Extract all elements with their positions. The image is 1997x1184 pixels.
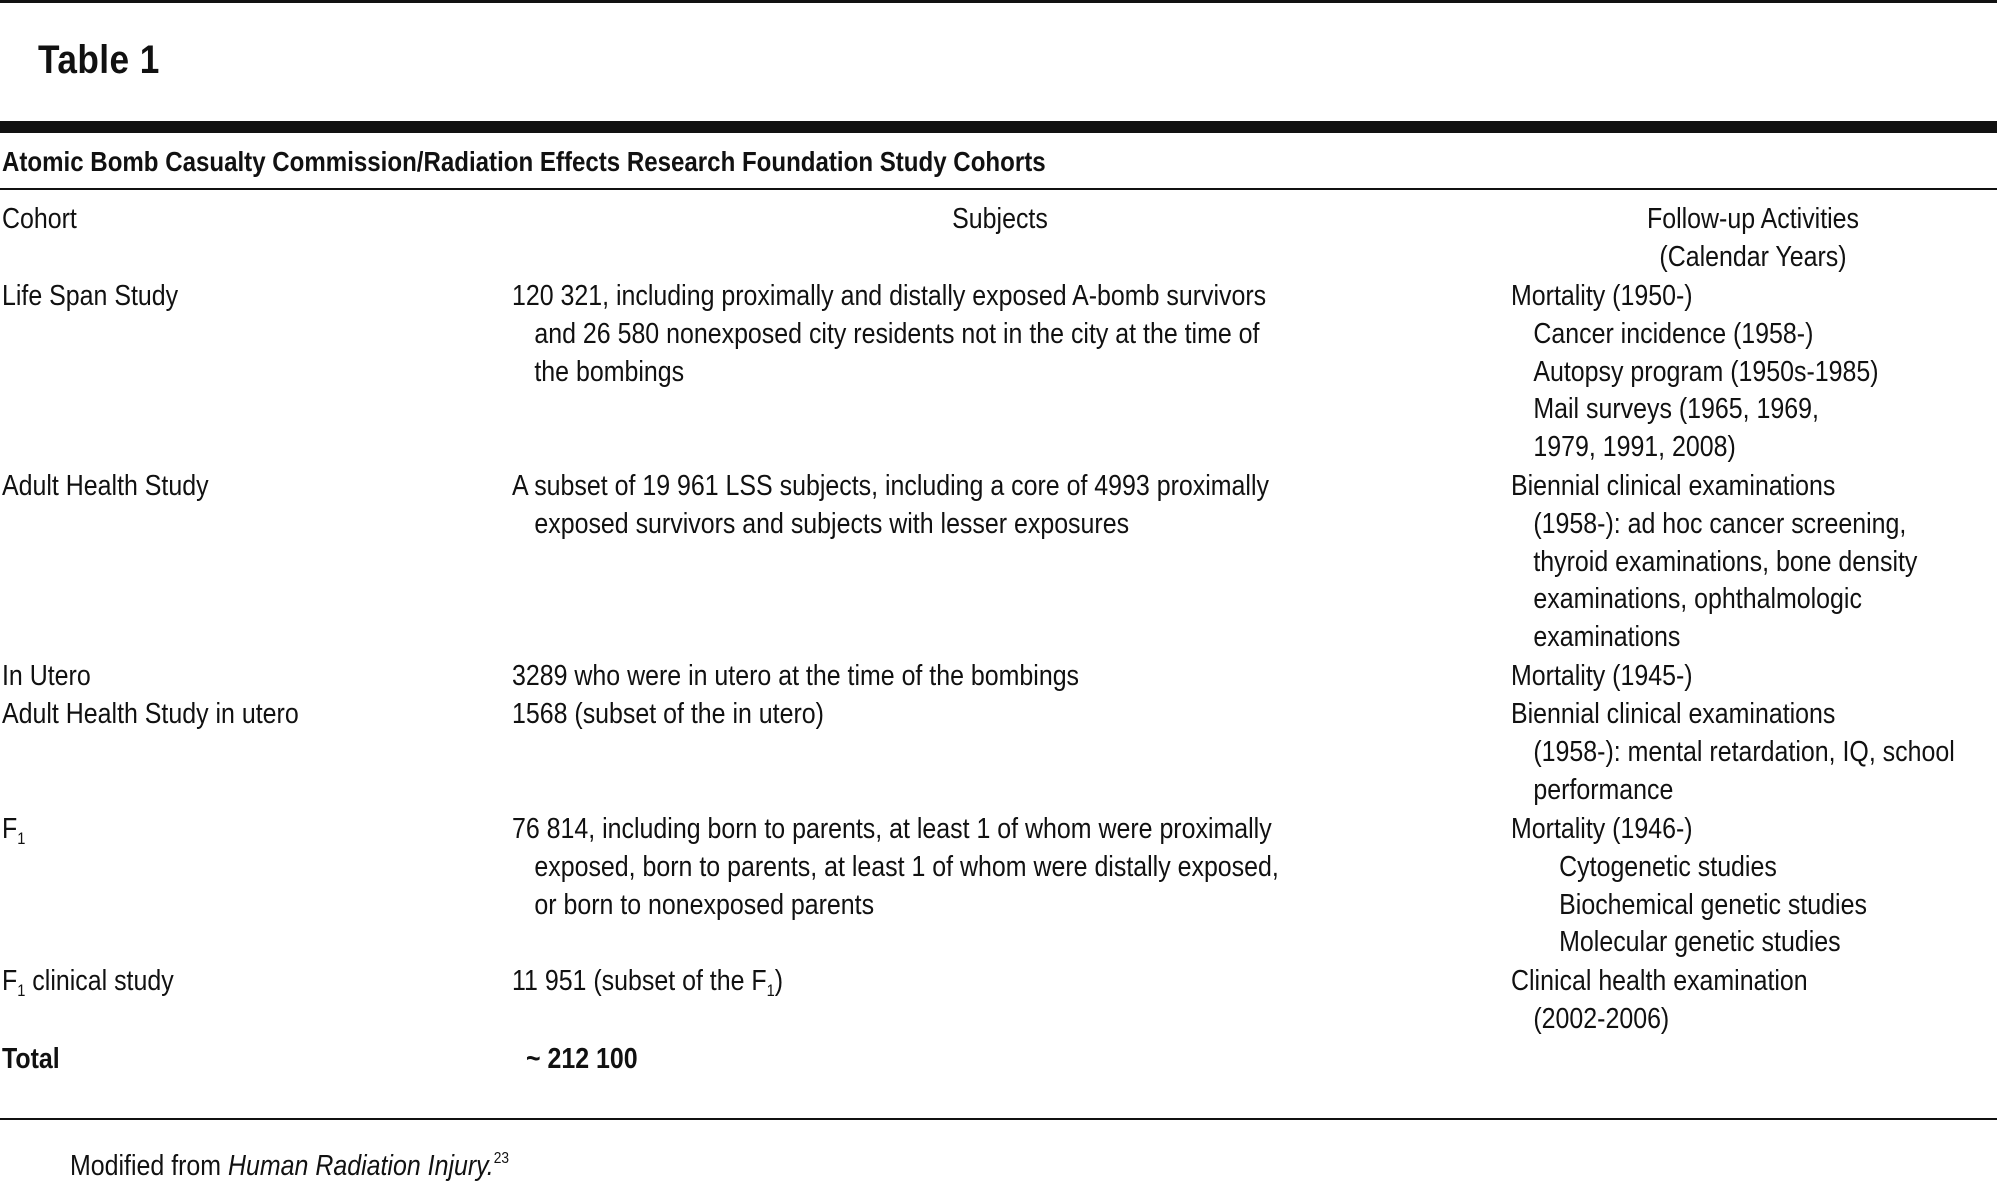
bottom-rule bbox=[0, 1118, 1997, 1120]
top-rule bbox=[0, 0, 1997, 3]
footnote-source: Human Radiation Injury. bbox=[228, 1150, 494, 1182]
subjects-line: or born to nonexposed parents bbox=[534, 888, 875, 921]
row-followup-f1-clinical bbox=[1511, 963, 1808, 1039]
followup-line: Autopsy program (1950s-1985) bbox=[1533, 355, 1879, 388]
subjects-line: and 26 580 nonexposed city residents not in the city at the time of bbox=[534, 317, 1260, 350]
table-footnote bbox=[70, 1150, 509, 1183]
row-followup-adult-health bbox=[1511, 468, 1917, 657]
table-label: Table 1 bbox=[38, 38, 160, 82]
followup-line: Cytogenetic studies bbox=[1559, 850, 1777, 883]
row-cohort-in-utero: In Utero bbox=[2, 660, 91, 692]
row-cohort-life-span: Life Span Study bbox=[2, 280, 179, 312]
subjects-line: exposed survivors and subjects with lesser exposures bbox=[534, 507, 1130, 540]
row-followup-in-utero bbox=[1511, 658, 1693, 696]
row-subjects-f1 bbox=[512, 811, 1279, 924]
followup-line: Biennial clinical examinations bbox=[1511, 470, 1836, 502]
subjects-pre: 11 951 (subset of the F bbox=[512, 965, 767, 997]
subjects-line: 120 321, including proximally and distally exposed A-bomb survivors bbox=[512, 280, 1267, 312]
row-cohort-adult-health: Adult Health Study bbox=[2, 470, 209, 502]
thick-rule bbox=[0, 121, 1997, 133]
subjects-line: 76 814, including born to parents, at least 1 of whom were proximally bbox=[512, 813, 1272, 845]
followup-line: performance bbox=[1533, 773, 1674, 806]
subjects-line: 3289 who were in utero at the time of the bombings bbox=[512, 660, 1080, 692]
header-subjects: Subjects bbox=[952, 203, 1048, 235]
subjects-line: 1568 (subset of the in utero) bbox=[512, 698, 824, 730]
cohort-subscript: 1 bbox=[17, 981, 26, 1000]
row-followup-f1 bbox=[1511, 811, 1867, 962]
cohort-f: F bbox=[2, 813, 18, 845]
subjects-line: A subset of 19 961 LSS subjects, including a core of 4993 proximally bbox=[512, 470, 1269, 502]
row-cohort-f1 bbox=[2, 811, 25, 849]
followup-line: Cancer incidence (1958-) bbox=[1533, 317, 1814, 350]
followup-line: 1979, 1991, 2008) bbox=[1533, 431, 1736, 464]
cohort-f: F bbox=[2, 965, 18, 997]
followup-line: Mortality (1945-) bbox=[1511, 660, 1693, 692]
row-cohort-f1-clinical bbox=[2, 963, 174, 1001]
followup-line: thyroid examinations, bone density bbox=[1533, 545, 1918, 578]
subjects-line: exposed, born to parents, at least 1 of whom were distally exposed, bbox=[534, 850, 1279, 883]
followup-line: (1958-): ad hoc cancer screening, bbox=[1533, 507, 1907, 540]
row-followup-ahs-in-utero bbox=[1511, 696, 1955, 809]
followup-line: examinations bbox=[1533, 621, 1681, 654]
followup-line: Clinical health examination bbox=[1511, 965, 1808, 997]
followup-line: Mail surveys (1965, 1969, bbox=[1533, 393, 1819, 426]
header-followup-line2: (Calendar Years) bbox=[1659, 240, 1847, 273]
header-followup-line1: Follow-up Activities bbox=[1646, 203, 1860, 235]
footnote-reference: 23 bbox=[493, 1150, 510, 1167]
row-cohort-ahs-in-utero: Adult Health Study in utero bbox=[2, 698, 299, 730]
row-subjects-life-span bbox=[512, 278, 1266, 391]
followup-line: Biennial clinical examinations bbox=[1511, 698, 1836, 730]
subjects-line: the bombings bbox=[534, 355, 685, 388]
row-subjects-f1-clinical bbox=[512, 963, 783, 1001]
followup-line: examinations, ophthalmologic bbox=[1533, 583, 1862, 616]
row-subjects-ahs-in-utero bbox=[512, 696, 824, 734]
row-subjects-adult-health bbox=[512, 468, 1269, 544]
subjects-subscript: 1 bbox=[766, 981, 775, 1000]
table-caption: Atomic Bomb Casualty Commission/Radiation Effects Research Foundation Study Cohorts bbox=[2, 146, 1046, 177]
followup-line: (1958-): mental retardation, IQ, school bbox=[1533, 735, 1955, 768]
cohort-subscript: 1 bbox=[17, 829, 26, 848]
caption-rule bbox=[0, 188, 1997, 190]
row-followup-life-span bbox=[1511, 278, 1879, 467]
followup-line: Mortality (1946-) bbox=[1511, 813, 1693, 845]
header-cohort: Cohort bbox=[2, 203, 77, 235]
followup-line: (2002-2006) bbox=[1533, 1002, 1670, 1035]
total-value: ~ 212 100 bbox=[526, 1043, 638, 1075]
footnote-prefix: Modified from bbox=[70, 1150, 229, 1182]
followup-line: Biochemical genetic studies bbox=[1559, 888, 1867, 921]
row-subjects-in-utero bbox=[512, 658, 1079, 696]
followup-line: Mortality (1950-) bbox=[1511, 280, 1693, 312]
cohort-rest: clinical study bbox=[25, 965, 174, 997]
subjects-post: ) bbox=[774, 965, 784, 997]
followup-line: Molecular genetic studies bbox=[1559, 926, 1841, 959]
header-followup bbox=[1581, 201, 1925, 277]
total-label: Total bbox=[2, 1043, 60, 1075]
